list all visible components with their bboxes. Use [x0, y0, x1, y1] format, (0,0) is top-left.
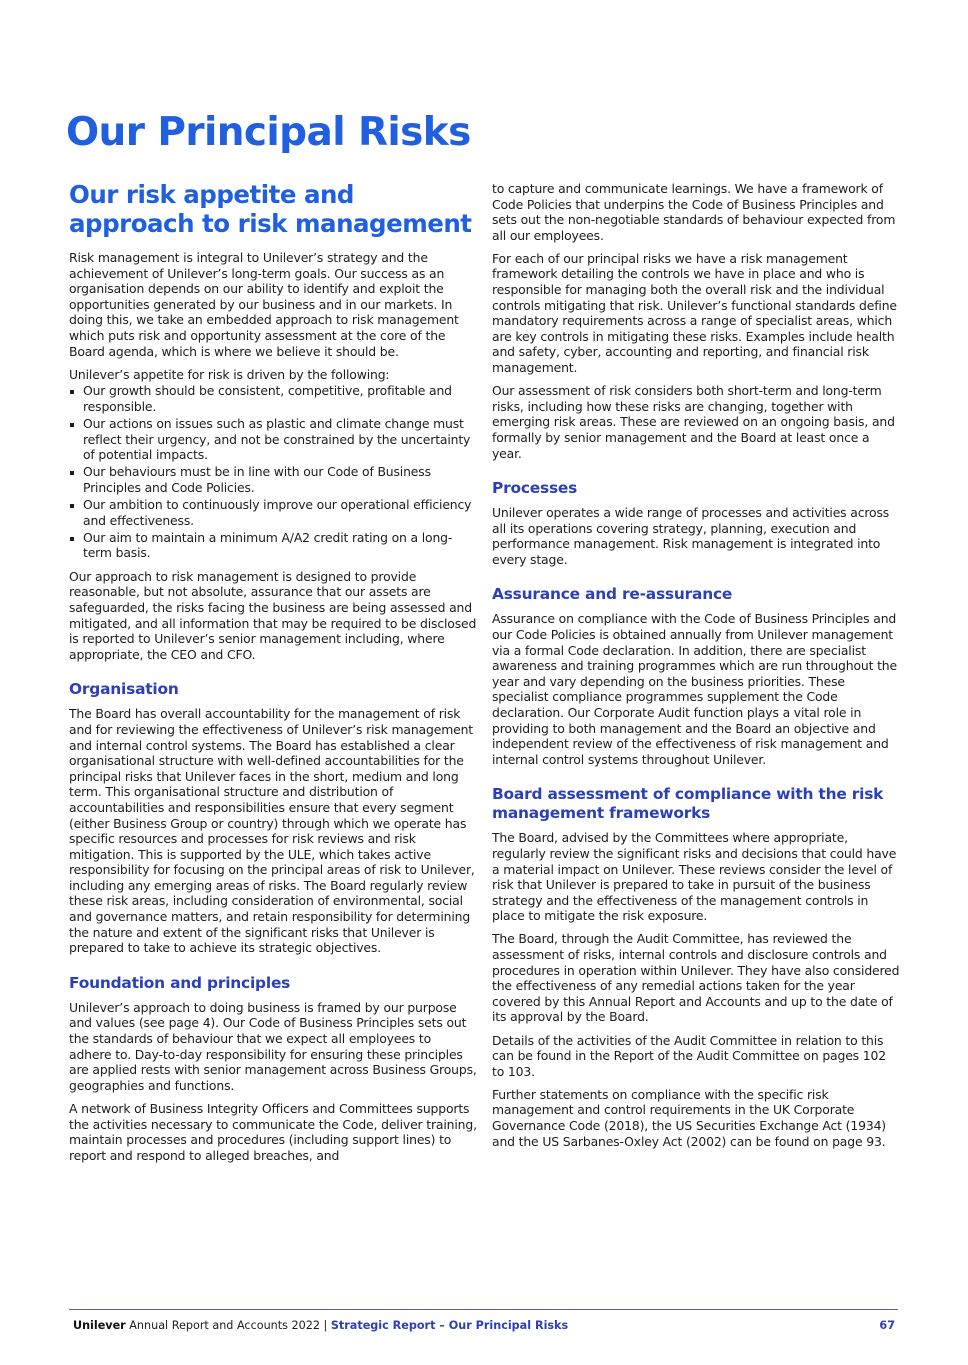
- bullet-square-icon: [70, 504, 74, 508]
- page-number: 67: [879, 1319, 895, 1332]
- footer-divider: [69, 1309, 898, 1310]
- processes-paragraph: Unilever operates a wide range of processes and activities across all its operations covering strategy, planning, execution and performance management. Risk management is integrated into every stage.: [492, 505, 890, 567]
- list-item-text: Our ambition to continuously improve our operational efficiency and effectiveness.: [83, 496, 472, 528]
- bullet-square-icon: [70, 471, 74, 475]
- sub-heading-processes: Processes: [492, 479, 578, 498]
- continuation-paragraph: to capture and communicate learnings. We have a framework of Code Policies that underpins the Code of Business Principles and sets out the non-negotiable standards of behaviour expected from all our employees.: [492, 181, 896, 243]
- organisation-paragraph: The Board has overall accountability for the management of risk and for reviewing the effectiveness of Unilever’s risk management and internal control systems. The Board has established a clear organisational structure with well-defined accountabilities for the principal risks that Unilever faces in the short, medium and long term. This organisational structure and distribution of accountabilities and responsibilities ensure that every segment (either Business Group or country) through which we operate has specific resources and processes for risk reviews and risk mitigation. This is supported by the ULE, which takes active responsibility for focusing on the principal areas of risk to Unilever, including any emerging areas of risks. The Board regularly review these risk areas, including consideration of environmental, social and governance matters, and retain responsibility for determining the nature and extent of the significant risks that Unilever is prepared to take to achieve its strategic objectives.: [69, 706, 475, 956]
- footer-brand: Unilever: [73, 1319, 126, 1332]
- list-item: [69, 416, 477, 463]
- list-item-text: Our actions on issues such as plastic and climate change must reflect their urgency, and not be constrained by the uncertainty of potential impacts.: [83, 415, 471, 463]
- intro-paragraph: Risk management is integral to Unilever’s strategy and the achievement of Unilever’s long-term goals. Our success as an organisation depends on our ability to identify and exploit the opportunities generated by our business and in our markets. In doing this, we take an embedded approach to risk management which puts risk and opportunity assessment at the core of the Board agenda, which is where we believe it should be.: [69, 250, 459, 359]
- appetite-bullet-list: [69, 383, 477, 561]
- board-paragraph-1: The Board, advised by the Committees where appropriate, regularly review the significant risks and decisions that could have a material impact on Unilever. These reviews consider the level of risk that Unilever is prepared to take in pursuit of the business strategy and the effectiveness of the management controls in place to mitigate the risk exposure.: [492, 830, 897, 924]
- appetite-lead-paragraph: Unilever’s appetite for risk is driven by the following:: [69, 366, 390, 382]
- bullet-square-icon: [70, 537, 74, 541]
- list-item-text: Our behaviours must be in line with our Code of Business Principles and Code Policies.: [83, 464, 431, 495]
- sub-heading-assurance: Assurance and re-assurance: [492, 585, 733, 604]
- page-footer: [73, 1319, 895, 1333]
- list-item: [69, 497, 477, 528]
- foundation-paragraph-1: Unilever’s approach to doing business is framed by our purpose and values (see page 4). Our Code of Business Principles sets out the standards of behaviour that we expect all employees to adhere to. Day-to-day responsibility for ensuring these principles are applied rests with senior management across Business Groups, geographies and functions.: [69, 999, 477, 1093]
- assessment-paragraph: Our assessment of risk considers both short-term and long-term risks, including how these risks are changing, together with emerging risk areas. These are reviewed on an ongoing basis, and formally by senior management and the Board at least once a year.: [492, 383, 895, 461]
- approach-paragraph: Our approach to risk management is designed to provide reasonable, but not absolute, assurance that our assets are safeguarded, the risks facing the business are being assessed and mitigated, and all information that may be required to be disclosed is reported to Unilever’s senior management including, where appropriate, the CEO and CFO.: [69, 568, 477, 662]
- board-paragraph-3: Details of the activities of the Audit Committee in relation to this can be found in the Report of the Audit Committee on pages 102 to 103.: [492, 1032, 886, 1079]
- right-column: [492, 181, 900, 1157]
- board-paragraph-2: The Board, through the Audit Committee, has reviewed the assessment of risks, internal controls and disclosure controls and procedures in operation within Unilever. They have also considered the effectiveness of any remedial actions taken for the year covered by this Annual Report and Accounts and up to the date of its approval by the Board.: [492, 931, 900, 1025]
- section-heading-risk-appetite: Our risk appetite and approach to risk management: [69, 180, 472, 238]
- assurance-paragraph: Assurance on compliance with the Code of Business Principles and our Code Policies is obtained annually from Unilever management via a formal Code declaration. In addition, there are specialist awareness and training programmes which are run throughout the year and vary depending on the business priorities. These specialist compliance programmes supplement the Code declaration. Our Corporate Audit function plays a vital role in providing to both management and the Board an objective and independent review of the effectiveness of risk management and internal control systems throughout Unilever.: [492, 611, 897, 767]
- footer-breadcrumb: [73, 1319, 568, 1333]
- sub-heading-board-assessment: Board assessment of compliance with the risk management frameworks: [492, 785, 884, 823]
- framework-paragraph: For each of our principal risks we have a risk management framework detailing the controls we have in place and who is responsible for managing both the overall risk and the individual controls mitigating that risk. Unilever’s functional standards define mandatory requirements across a range of specialist areas, which are key controls in mitigating these risks. Examples include health and safety, cyber, accounting and reporting, and financial risk management.: [492, 250, 897, 376]
- list-item-text: Our growth should be consistent, competitive, profitable and responsible.: [83, 383, 452, 414]
- footer-section-link[interactable]: Strategic Report – Our Principal Risks: [330, 1319, 569, 1332]
- bullet-square-icon: [70, 390, 74, 394]
- foundation-paragraph-2: A network of Business Integrity Officers and Committees supports the activities necessary to communicate the Code, deliver training, maintain processes and procedures (including support lines) to report and respond to alleged breaches, and: [69, 1100, 477, 1163]
- footer-report-title: Annual Report and Accounts 2022 |: [125, 1319, 331, 1332]
- sub-heading-foundation: Foundation and principles: [69, 973, 291, 992]
- list-item: [69, 530, 477, 561]
- bullet-square-icon: [70, 423, 74, 427]
- left-column: [69, 178, 477, 1171]
- page-title: Our Principal Risks: [66, 110, 471, 155]
- list-item-text: Our aim to maintain a minimum A/A2 credit rating on a long-term basis.: [83, 529, 453, 561]
- board-paragraph-4: Further statements on compliance with the specific risk management and control requirements in the UK Corporate Governance Code (2018), the US Securities Exchange Act (1934) and the US Sarbanes-Oxley Act (2002) can be found on page 93.: [492, 1086, 886, 1149]
- list-item: [69, 464, 477, 495]
- list-item: [69, 383, 477, 414]
- sub-heading-organisation: Organisation: [69, 680, 179, 699]
